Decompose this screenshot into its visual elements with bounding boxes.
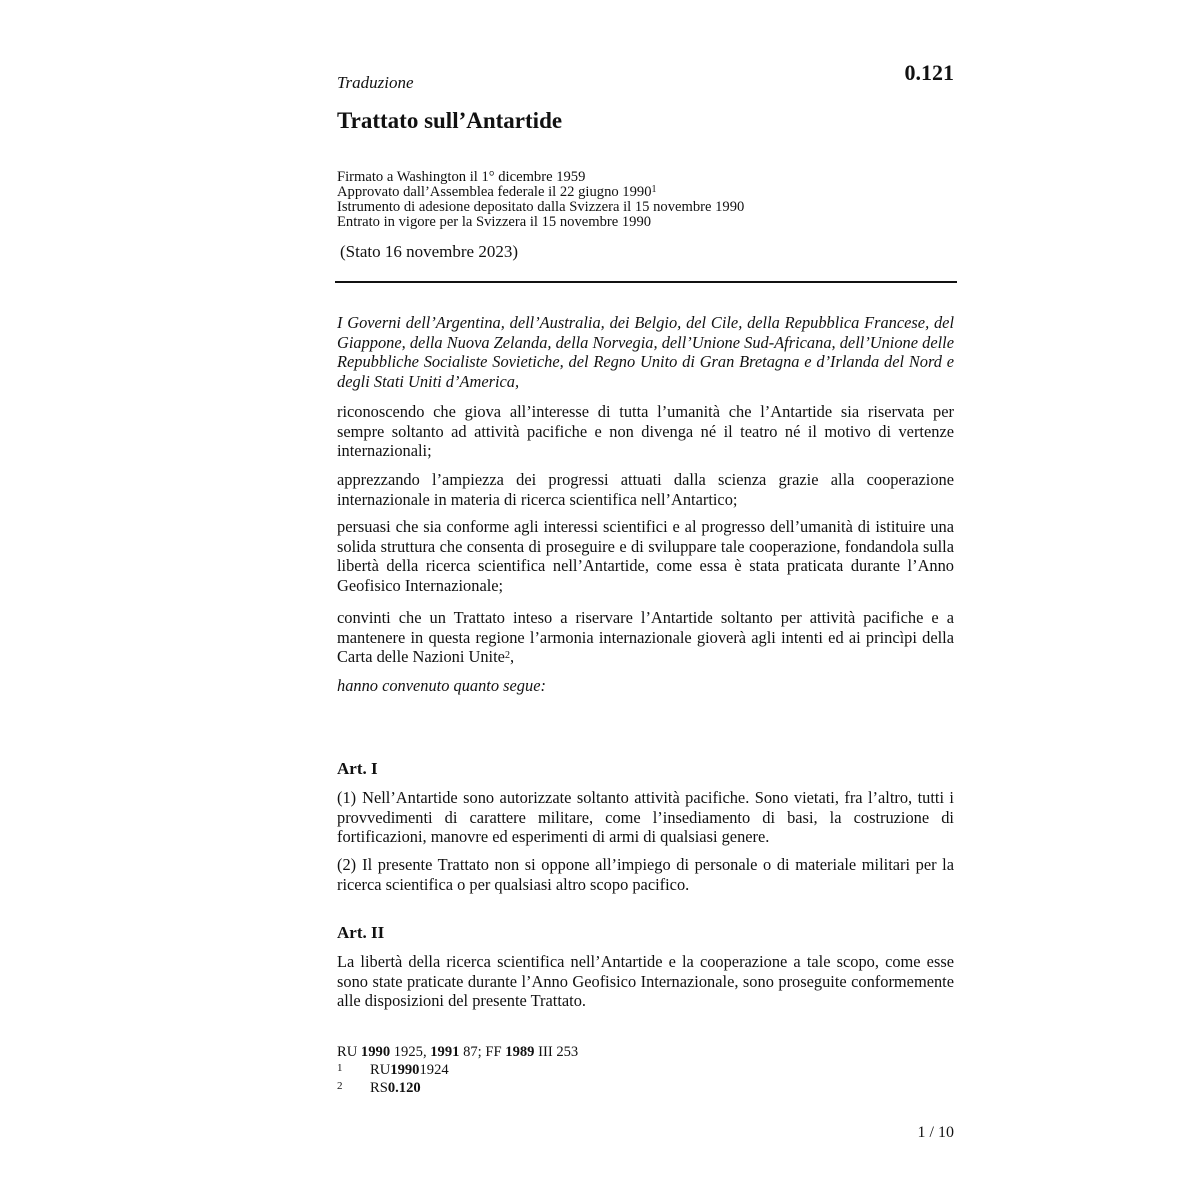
preamble-closing: hanno convenuto quanto segue: (337, 676, 546, 695)
footnote-1: 1 RU 1990 1924 (337, 1061, 449, 1078)
preamble-paragraph-4: convinti che un Trattato inteso a riservare l’Antartide soltanto per attività pacifiche e a mantenere in questa regione l’armonia internazionale gioverà agli intenti ed ai princìpi della Carta delle Nazioni Unite$^2$, (337, 608, 954, 666)
preamble-paragraph-3: persuasi che sia conforme agli interessi scientifici e al progresso dell’umanità di istituire una solida struttura che consenta di proseguire e di sviluppare tale cooperazione, fondandola sulla libertà della ricerca scientifica nell’Antartide, come essa è stata praticata durante l’Anno Geofisico Internazionale; (337, 517, 954, 595)
article-2-paragraph: La libertà della ricerca scientifica nell’Antartide e la cooperazione a tale scopo, come esse sono state praticate durante l’Anno Geofisico Internazionale, sono proseguite conformemente alle disposizioni del presente Trattato. (337, 952, 954, 1010)
paragraph-number: (2) (337, 855, 357, 874)
preamble-governments: I Governi dell’Argentina, dell’Australia, dei Belgio, del Cile, della Repubblica Francese, del Giappone, della Nuova Zelanda, della Norvegia, dell’Unione Sud-Africana, dell’Unione delle Repubbliche Socialiste Sovietiche, del Regno Unito di Gran Bretagna e d’Irlanda del Nord e degli Stati Uniti d’America, (337, 313, 954, 391)
article-1-paragraph-2: (2) Il presente Trattato non si oppone all’impiego di personale o di materiale militari per la ricerca scientifica o per qualsiasi altro scopo pacifico. (337, 855, 954, 894)
status-date: (Stato 16 novembre 2023) (340, 242, 518, 261)
article-1-paragraph-1: (1) Nell’Antartide sono autorizzate soltanto attività pacifiche. Sono vietati, fra l’altro, tutti i provvedimenti di carattere militare, come l’insediamento di basi, la costruzione di fortificazioni, manovre ed esperimenti di armi di qualsiasi genere. (337, 788, 954, 846)
article-1-heading: Art. I (337, 759, 378, 778)
instrument-line: Istrumento di adesione depositato dalla Svizzera il 15 novembre 1990 (337, 199, 745, 215)
treaty-metadata (337, 170, 744, 230)
in-force-line: Entrato in vigore per la Svizzera il 15 novembre 1990 (337, 214, 652, 230)
translation-label: Traduzione (337, 73, 414, 92)
article-2-heading: Art. II (337, 923, 385, 942)
footnotes (337, 1044, 578, 1099)
header-divider (335, 281, 957, 283)
footnote-mark: 2 (337, 1080, 343, 1092)
footnote-mark: 1 (337, 1061, 343, 1074)
document-title: Trattato sull’Antartide (337, 108, 563, 133)
footnote-ref-2[interactable]: 2 (504, 650, 510, 661)
page-number: 1 / 10 (917, 1124, 954, 1141)
footnote-2: 2 RS 0.120 (337, 1080, 421, 1096)
preamble-paragraph-1: riconoscendo che giova all’interesse di tutta l’umanità che l’Antartide sia riservata per sempre soltanto ad attività pacifiche e non divenga né il teatro né il motivo di vertenze internazionali; (337, 402, 954, 460)
approved-line: Approvato dall’Assemblea federale il 22 giugno 1990$^1$ (337, 184, 657, 200)
signed-line: Firmato a Washington il 1° dicembre 1959 (337, 169, 586, 185)
source-reference: RU 1990 1925, 1991 87; FF 1989 III 253 (337, 1044, 579, 1060)
footnote-ref-1[interactable]: 1 (651, 184, 657, 195)
paragraph-number: (1) (337, 788, 357, 807)
preamble-paragraph-2: apprezzando l’ampiezza dei progressi attuati dalla scienza grazie alla cooperazione internazionale in materia di ricerca scientifica nell’Antartico; (337, 470, 954, 509)
document-number: 0.121 (904, 60, 954, 85)
